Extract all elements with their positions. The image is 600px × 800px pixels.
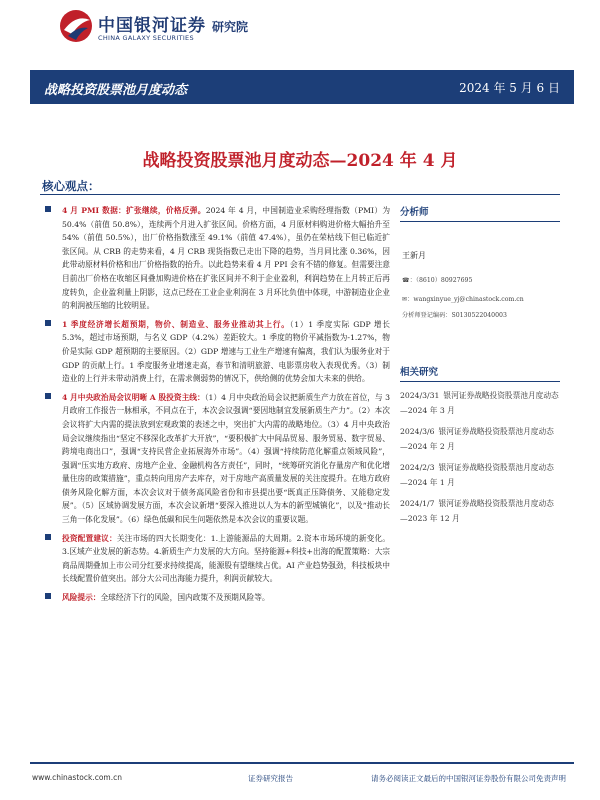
section-lead: 投资配置建议： <box>62 533 117 543</box>
section-text: 全球经济下行的风险，国内政策不及预期风险等。 <box>100 593 270 603</box>
bullet-icon <box>45 320 51 326</box>
phone-icon: ☎ <box>402 277 410 284</box>
footer-divider <box>30 762 574 764</box>
company-name-cn: 中国银河证券 <box>98 16 206 36</box>
related-heading: 相关研究 <box>400 364 560 382</box>
institute-label: 研究院 <box>212 20 249 34</box>
report-banner <box>30 70 574 104</box>
related-date: 2024/3/6 <box>400 427 435 436</box>
section-text: （1）4 月中央政治局会议把新质生产力放在首位，与 3 月政府工作报告一脉相承，不同点在于，本次会议强调“要因地制宜发展新质生产力”。（2）本次会议将扩大内需的提法放到宏观政策的表述之中，突出扩大内需的战略地位。（3）4 月中央政治局会议继续指出“坚定不移深化改革扩大开放”，“要积极扩大中间品贸易、服务贸易、数字贸易、跨境电商出口”，强调“支持民营企业拓展海外市场”。（4）强调“持续防范化解重点领域风险”，强调“压实地方政府、房地产企业、金融机构各方责任”，同时，“统筹研究消化存量房产和优化增量住房的政策措施”，重点转向用房产去库存，对于房地产高质量发展的关注度提升。在地方政府债务风险化解方面，本次会议对于债务高风险省份和市县提出要“既真正压降债务、又能稳定发展”。（5）区域协调发展方面，本次会议新增“要深入推进以人为本的新型城镇化”，以及“推动长三角一体化发展”。（6）绿色低碳和民生问题依然是本次会议的重要议题。 <box>62 392 390 525</box>
analyst-registration: 分析师登记编码：S0130522040003 <box>402 312 507 319</box>
related-title: 银河证券战略投资股票池月度动态—2023 年 12 月 <box>400 499 554 523</box>
report-title: 战略投资股票池月度动态—2024 年 4 月 <box>142 151 458 171</box>
bullet-icon <box>45 393 51 399</box>
related-item[interactable] <box>400 388 560 418</box>
core-views-heading: 核心观点： <box>42 179 100 193</box>
analyst-email-value[interactable]: ：wangxinyue_yj@chinastock.com.cn <box>407 296 524 303</box>
related-date: 2024/1/7 <box>400 499 435 508</box>
section-text: 2024 年 4 月，中国制造业采购经理指数（PMI）为 50.4%（前值 50.8%），连续两个月进入扩张区间。价格方面，4 月原材料购进价格大幅抬升至 54%（前值 50.5%），出厂价格指数涨至 49.1%（前值 47.4%），虽仍在荣枯线下但已临近扩张区间。从 CRB 的走势来看，4 月 CRB 现货指数已走出下降的趋势，当月同比涨 0.36%，因此带动原材料价格和出厂价格指数的抬升。以此趋势来看 4 月 PPI 会有不错的修复。但需要注意目前出厂价格在收缩区间叠加购进价格在扩张区间并不利于企业盈利，利润趋势在上月转正后再度转负，企业盈利量上阴影，这点已经在工业企业利润在 3 月环比负值中体现，中游制造业企业的利润被压缩的比较明显。 <box>62 206 390 311</box>
related-item[interactable] <box>400 496 560 526</box>
section-gdp <box>40 318 390 386</box>
bullet-icon <box>45 206 51 212</box>
related-date: 2024/3/31 <box>400 391 440 400</box>
bullet-icon <box>45 534 51 540</box>
analyst-phone <box>402 275 472 284</box>
company-name-en: CHINA GALAXY SECURITIES <box>98 34 194 42</box>
related-title: 银河证券战略投资股票池月度动态—2024 年 1 月 <box>400 463 554 487</box>
footer-url[interactable]: www.chinastock.com.cn <box>32 773 122 782</box>
report-date: 2024 年 5 月 6 日 <box>459 81 560 95</box>
banner-title: 战略投资股票池月度动态 <box>44 83 188 98</box>
core-views-body <box>40 204 390 709</box>
related-item[interactable] <box>400 424 560 454</box>
footer-doc-type: 证券研究报告 <box>248 774 293 783</box>
related-research <box>400 364 560 526</box>
company-logo <box>58 8 368 48</box>
section-text: （1）1 季度实际 GDP 增长 5.3%，超过市场预期，与名义 GDP（4.2%）差距较大。1 季度的物价平减指数为-1.27%，物价是实际 GDP 超预期的主要原因。（2）GDP 增速与工业生产增速有偏离，我们认为服务业对于 GDP 的贡献上行。1 季度服务业增速走高，春节和清明旅游、电影票房收入表现优秀。（3）制造业的上行并未带动消费上行，在需求侧弱势的情况下，供给侧的优势会加大未来的供给。 <box>62 319 390 384</box>
section-lead: 风险提示： <box>62 593 101 603</box>
related-title: 银河证券战略投资股票池月度动态—2024 年 2 月 <box>400 427 554 451</box>
section-risk <box>40 591 390 605</box>
section-lead: 4 月 PMI 数据：扩张继续，价格反弹。 <box>62 206 206 215</box>
galaxy-logo-icon <box>58 8 94 44</box>
section-text: 关注市场的四大长期变化：1.上游能源品的大周期。2.资本市场环境的新变化。3.区域产业发展的新态势。4.新质生产力发展的大方向。坚持能源+科技+出海的配置策略：大宗商品周期叠加上市公司分红要求持续提高，能源股有望继续占优。AI 产业趋势强劲，科技板块中长线配置价值突出。部分大公司出海能力提升，利润贡献较大。 <box>62 533 390 584</box>
email-icon: ✉ <box>402 296 408 303</box>
analyst-name: 王新月 <box>402 251 426 260</box>
analyst-heading: 分析师 <box>400 204 560 222</box>
analyst-phone-value: ：（8610）80927695 <box>409 277 473 284</box>
related-title: 银河证券战略投资股票池月度动态—2024 年 3 月 <box>400 391 559 415</box>
related-item[interactable] <box>400 460 560 490</box>
sidebar <box>400 204 560 684</box>
section-lead: 4 月中央政治局会议明晰 A 股投资主线： <box>62 392 205 402</box>
analyst-email <box>402 294 524 303</box>
bullet-icon <box>45 593 51 599</box>
divider <box>40 194 560 195</box>
section-allocation <box>40 532 390 586</box>
related-date: 2024/2/3 <box>400 463 435 472</box>
footer-disclaimer: 请务必阅读正文最后的中国银河证券股份有限公司免责声明 <box>371 774 566 783</box>
section-lead: 1 季度经济增长超预期，物价、制造业、服务业推动其上行。 <box>62 319 290 329</box>
analyst-box <box>400 204 560 344</box>
section-politburo <box>40 391 390 527</box>
section-pmi <box>40 204 390 313</box>
